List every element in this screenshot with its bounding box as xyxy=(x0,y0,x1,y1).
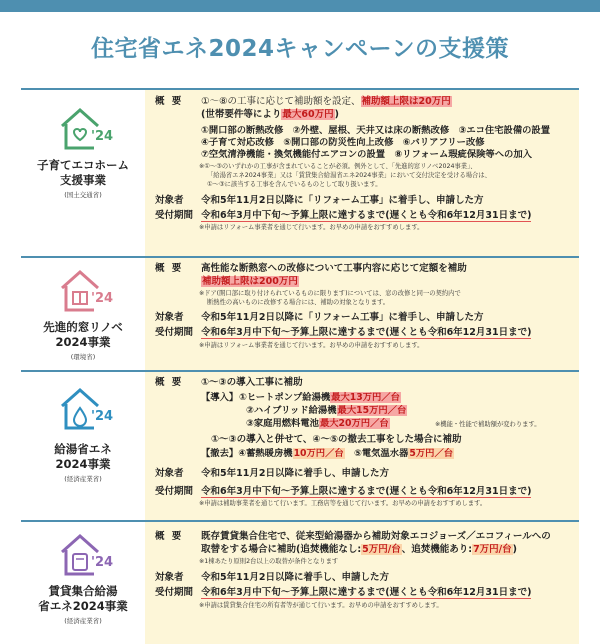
period-text: 令和6年3月中下旬〜予算上限に達するまで(遅くとも令和6年12月31日まで) xyxy=(201,587,532,598)
section-name-2: 2024事業 xyxy=(55,457,111,471)
target-text: 令和5年11月2日以降に着手し、申請した方 xyxy=(201,468,389,479)
section-name-2: 省エネ2024事業 xyxy=(38,599,128,613)
paren-close: ) xyxy=(512,544,517,555)
device-1-label: ①ヒートポンプ給湯機 xyxy=(239,392,331,403)
target-text: 令和5年11月2日以降に「リフォーム工事」に着手し、申請した方 xyxy=(201,312,484,323)
note-line-1: ※1棟あたり原則2台以上の取替が条件となります xyxy=(199,558,339,565)
window-house-icon xyxy=(58,266,114,314)
section-label xyxy=(21,90,145,258)
paren-close: ) xyxy=(334,109,339,120)
removal-1-label: ④蓄熱暖房機 xyxy=(238,448,293,459)
section-details xyxy=(145,372,579,522)
note-line-2: 断熱性の高いものに改修する場合には、補助の対象となります。 xyxy=(207,299,390,306)
install-header: 【導入】 xyxy=(201,392,239,403)
device-3-label: ③家庭用燃料電池 xyxy=(246,418,319,429)
target-label: 対象者 xyxy=(155,312,184,323)
page-title: 住宅省エネ2024キャンペーンの支援策 xyxy=(90,36,510,62)
section-details xyxy=(145,258,579,372)
overview-text-2: 取替をする場合に補助(追焚機能なし: xyxy=(201,544,362,555)
section-name-1: 先進的窓リノベ xyxy=(43,320,123,334)
overview-label: 概 要 xyxy=(155,96,184,107)
work-items-2: ④子育て対応改修 ⑤開口部の防災性向上改修 ⑥バリアフリー改修 xyxy=(201,137,485,148)
period-label: 受付期間 xyxy=(155,486,194,497)
device-1-value: 最大13万円／台 xyxy=(331,392,400,403)
svg-text:'24: '24 xyxy=(91,291,114,306)
overview-text: ①〜⑧の工事に応じて補助額を設定、 xyxy=(201,96,361,107)
ministry-label: (経済産業省) xyxy=(64,475,102,483)
svg-text:'24: '24 xyxy=(91,409,114,424)
section-name-1: 賃貸集合給湯 xyxy=(48,584,118,598)
section-mado xyxy=(21,256,579,372)
device-3 xyxy=(246,418,390,430)
overview-text: 高性能な断熱窓への改修について工事内容に応じて定額を補助 xyxy=(201,263,467,274)
overview-text: 既存賃貸集合住宅で、従来型給湯器から補助対象エコジョーズ／エコフィールへの xyxy=(201,531,551,542)
section-name-1: 子育てエコホーム xyxy=(37,158,129,172)
svg-text:'24: '24 xyxy=(91,129,114,144)
section-label xyxy=(21,258,145,372)
target-text: 令和5年11月2日以降に「リフォーム工事」に着手し、申請した方 xyxy=(201,195,484,206)
removal-2-label: ⑤電気温水器 xyxy=(354,448,409,459)
section-name-2: 2024事業 xyxy=(55,335,111,349)
removal-2-value: 5万円／台 xyxy=(409,448,454,459)
svg-text:'24: '24 xyxy=(91,555,114,570)
section-kyuto xyxy=(21,370,579,522)
target-label: 対象者 xyxy=(155,195,184,206)
removal-1-value: 10万円／台 xyxy=(293,448,344,459)
section-details xyxy=(145,522,579,644)
ministry-label: (経済産業省) xyxy=(64,617,102,625)
section-chintai xyxy=(21,520,579,644)
overview-text-2: (世帯要件等により xyxy=(201,109,282,120)
work-items-3: ⑦空気清浄機能・換気機能付エアコンの設置 ⑧リフォーム瑕疵保険等への加入 xyxy=(201,149,532,160)
note-line-3: ①〜③に該当する工事を含んでいるものとして取り扱います。 xyxy=(207,181,382,188)
subsidy-cap: 補助額上限は200万円 xyxy=(202,276,298,287)
section-details xyxy=(145,90,579,258)
subsidy-max: 最大60万円 xyxy=(282,109,334,120)
period-note: ※申請はリフォーム事業者を通じて行います。お早めの申請をおすすめします。 xyxy=(199,342,424,349)
device-3-value: 最大20万円／台 xyxy=(319,418,389,429)
apartment-water-icon xyxy=(58,530,114,578)
period-text: 令和6年3月中下旬〜予算上限に達するまで(遅くとも令和6年12月31日まで) xyxy=(201,327,532,338)
period-note: ※申請は賃貸集合住宅の所有者等が通じて行います。お早めの申請をおすすめします。 xyxy=(199,602,443,609)
device-2 xyxy=(246,405,407,417)
note-line-2: 「給湯省エネ2024事業」又は「賃貸集合給湯省エネ2024事業」において交付決定を受ける場合は、 xyxy=(207,172,491,179)
subsidy-cap: 補助額上限は20万円 xyxy=(361,96,451,107)
overview-text: ①〜③の導入工事に補助 xyxy=(201,377,303,388)
section-name-1: 給湯省エネ xyxy=(54,442,112,456)
section-label xyxy=(21,522,145,644)
top-accent-bar xyxy=(0,0,600,12)
period-note: ※申請は補助事業者を通じて行います。工務店等を通じて行います。お早めの申請をおすすめします。 xyxy=(199,500,487,507)
period-label: 受付期間 xyxy=(155,210,194,221)
device-1 xyxy=(239,392,401,404)
heart-house-icon xyxy=(58,104,114,152)
period-text: 令和6年3月中下旬〜予算上限に達するまで(遅くとも令和6年12月31日まで) xyxy=(201,486,532,497)
note-line-1: ※①〜③のいずれかの工事が含まれていることが必須。例外として、「先進的窓リノベ2024事業」、 xyxy=(199,163,477,170)
section-label xyxy=(21,372,145,522)
period-text: 令和6年3月中下旬〜予算上限に達するまで(遅くとも令和6年12月31日まで) xyxy=(201,210,532,221)
subsidy-reheat: 7万円/台 xyxy=(473,544,512,555)
period-label: 受付期間 xyxy=(155,327,194,338)
overview-label: 概 要 xyxy=(155,531,184,542)
target-text: 令和5年11月2日以降に着手し、申請した方 xyxy=(201,572,389,583)
removal-items xyxy=(201,448,454,460)
removal-overview: ①〜③の導入と併せて、④〜⑤の撤去工事をした場合に補助 xyxy=(211,434,462,445)
device-2-value: 最大15万円／台 xyxy=(337,405,407,416)
overview-label: 概 要 xyxy=(155,263,184,274)
overview-label: 概 要 xyxy=(155,377,184,388)
period-note: ※申請はリフォーム事業者を通じて行います。お早めの申請をおすすめします。 xyxy=(199,224,424,231)
device-note: ※機能・性能で補助額が変わります。 xyxy=(435,421,541,428)
section-name-2: 支援事業 xyxy=(60,173,106,187)
ministry-label: (環境省) xyxy=(70,353,96,361)
ministry-label: (国土交通省) xyxy=(64,191,102,199)
target-label: 対象者 xyxy=(155,468,184,479)
subsidy-no-reheat: 5万円/台 xyxy=(362,544,401,555)
period-label: 受付期間 xyxy=(155,587,194,598)
water-drop-house-icon xyxy=(58,384,114,432)
work-items-1: ①開口部の断熱改修 ②外壁、屋根、天井又は床の断熱改修 ③エコ住宅設備の設置 xyxy=(201,125,551,136)
section-kosodate xyxy=(21,88,579,258)
removal-header: 【撤去】 xyxy=(201,448,239,459)
device-2-label: ②ハイブリッド給湯機 xyxy=(246,405,337,416)
note-line-1: ※ドア(開口部に取り付けられているものに限ります)については、窓の改修と同一の契約内で xyxy=(199,290,461,297)
overview-text-3: 、追焚機能あり: xyxy=(401,544,473,555)
target-label: 対象者 xyxy=(155,572,184,583)
